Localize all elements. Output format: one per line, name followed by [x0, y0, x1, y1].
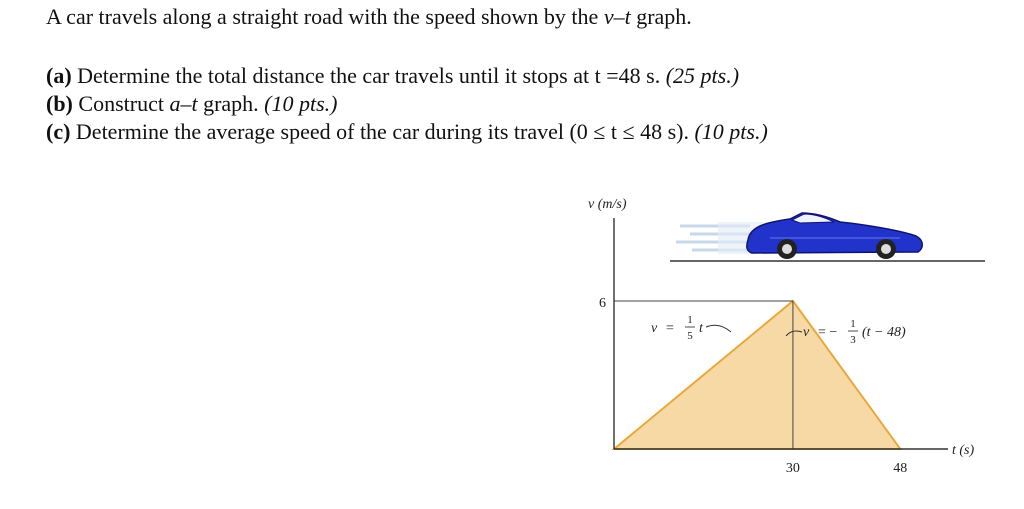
problem-intro: A car travels along a straight road with the speed shown by the v–t graph.	[46, 4, 692, 29]
part-b: (b) Construct a–t graph. (10 pts.)	[46, 91, 338, 116]
x-tick-label: 30	[785, 461, 800, 476]
car-body	[747, 213, 922, 253]
y-axis-label: v (m/s)	[588, 197, 627, 212]
part-a: (a) Determine the total distance the car travels until it stops at t =48 s. (25 pts.)	[46, 63, 740, 88]
part-c: (c) Determine the average speed of the car during its travel (0 ≤ t ≤ 48 s). (10 pts.)	[46, 119, 768, 144]
svg-text:= −: = −	[818, 325, 838, 340]
y-tick-label: 6	[599, 296, 606, 311]
x-axis-label: t (s)	[952, 443, 975, 458]
svg-text:5: 5	[687, 330, 693, 342]
svg-text:1: 1	[687, 314, 693, 326]
svg-text:1: 1	[850, 318, 856, 330]
svg-text:v: v	[803, 325, 810, 340]
svg-text:(t − 48): (t − 48)	[862, 325, 906, 340]
svg-text:t: t	[699, 321, 703, 336]
svg-text:=: =	[666, 321, 674, 336]
svg-text:v: v	[651, 321, 658, 336]
x-tick-label: 48	[893, 461, 908, 476]
svg-text:3: 3	[850, 334, 856, 346]
equation-rise	[651, 314, 731, 342]
car-illustration	[676, 213, 922, 259]
